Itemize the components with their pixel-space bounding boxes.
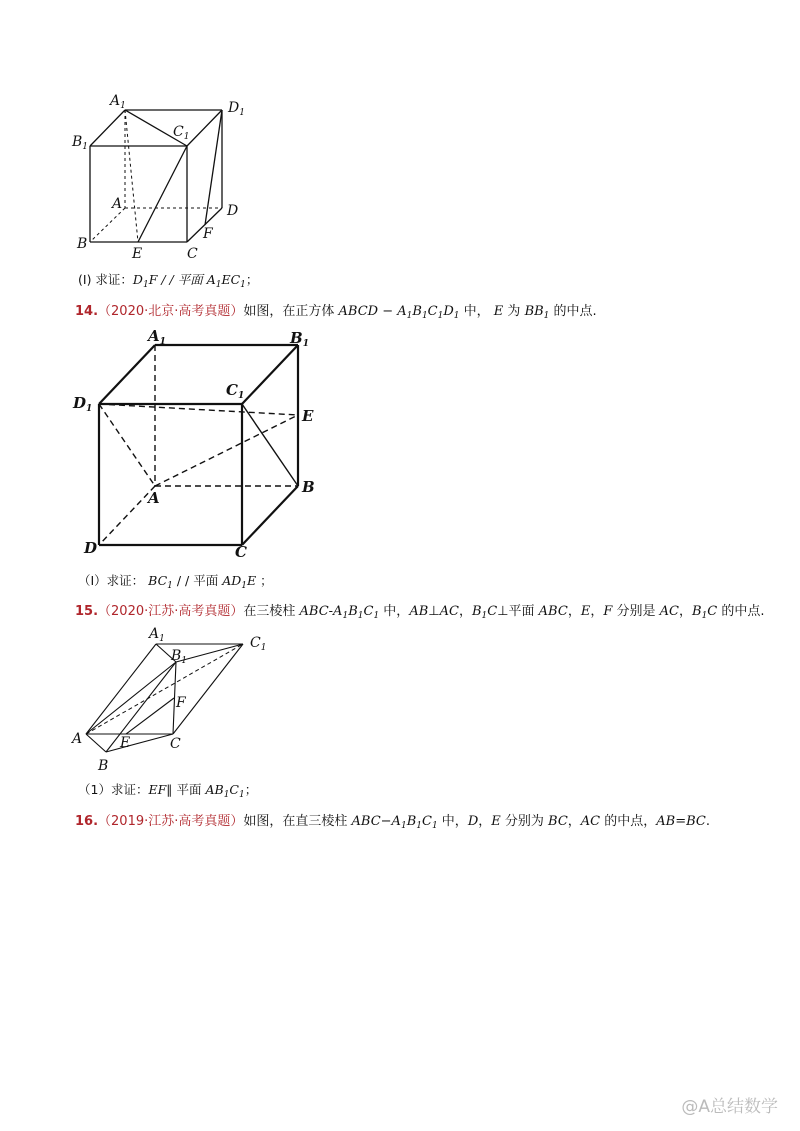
label3-f: F [176,695,186,711]
problem-14-number: 14. [75,304,99,319]
cube-1-svg [60,90,260,265]
p15-perp1: ⊥ [428,604,440,619]
label2-d1: $D_1$ [73,394,93,414]
q15-m1: EF [148,782,167,797]
p16-t5: ， [567,814,581,829]
problem-14 [75,300,597,321]
p16-s2: 1 [416,821,422,831]
p16-s3: 1 [431,821,438,831]
label2-c: C [235,543,247,561]
q13-suffix: ； [245,272,259,287]
p15-perp2: ⊥ [497,604,509,619]
p15-m13: C [707,604,718,619]
cube-2-svg [70,325,330,565]
problem-16-source: （2019·江苏·高考真题） [98,814,244,829]
p14-t4: 的中点. [549,304,597,319]
q13-prefix: (Ⅰ) 求证： [78,272,133,287]
q14-part1 [78,571,273,591]
p16-t6: 的中点， [600,814,657,829]
p14-m2: B [412,304,422,319]
q13-math-ec: EC [221,272,241,287]
p15-s5: 1 [701,611,708,621]
label-c1: $C_1$ [173,124,190,142]
label3-b: B [98,758,109,774]
p15-m7: C [487,604,498,619]
p14-s1: 1 [406,311,413,321]
p16-t7: . [705,814,710,829]
p16-m6: BC [548,814,568,829]
p15-m6: B [471,604,482,619]
label2-b: B [302,478,315,496]
label2-d: D [84,539,98,557]
figure-cube-1 [60,90,260,265]
p15-t4: 平面 [508,604,539,619]
figure-cube-2 [70,325,330,565]
q14-s1: 1 [167,581,173,591]
q13-part1 [78,270,258,290]
p14-m3: C [427,304,438,319]
p15-s2: 1 [357,611,364,621]
label-d: D [227,203,239,219]
problem-14-source: （2020·北京·高考真题） [98,304,244,319]
problem-16 [75,810,710,831]
p15-m5: AC [439,604,459,619]
p14-s5: 1 [543,311,550,321]
label3-c: C [170,736,181,752]
label-d1: $D_1$ [228,100,245,118]
p16-m3: C [421,814,432,829]
p14-m6: BB [524,304,544,319]
problem-15-number: 15. [75,604,99,619]
q13-sub-3: 1 [240,280,246,290]
q15-suffix: ； [244,782,258,797]
p16-m8: AB=BC [656,814,706,829]
p15-m3: C [363,604,374,619]
q15-s1: 1 [223,790,230,800]
q14-m1: BC [148,573,168,588]
p15-t2: 中， [379,604,410,619]
p15-m4: AB [409,604,429,619]
q13-sub-2: 1 [215,280,222,290]
label3-e: E [120,735,131,751]
p15-m10: F [603,604,613,619]
p15-t6: ， [590,604,604,619]
prism-svg [68,622,288,777]
p15-s4: 1 [481,611,488,621]
label-e: E [132,246,143,262]
q14-mid: / / 平面 [172,573,223,588]
q15-m3: C [229,782,239,797]
q13-math-f: F / / 平面 [148,272,207,287]
p14-m1: ABCD − A [338,304,407,319]
p15-t7: 分别是 [612,604,660,619]
figure-prism [68,622,288,777]
label3-b1: $B_1$ [171,648,188,666]
p16-m4: D [467,814,479,829]
p16-s1: 1 [400,821,407,831]
p14-s2: 1 [421,311,428,321]
label3-c1: $C_1$ [250,635,267,653]
p16-m7: AC [580,814,601,829]
p15-t3: ， [458,604,472,619]
p15-t9: 的中点. [717,604,765,619]
q13-math-a: A [206,272,216,287]
p15-t5: ， [567,604,581,619]
label-a1: $A_1$ [110,93,126,111]
p15-m11: AC [659,604,679,619]
p16-m1: ABC−A [351,814,401,829]
q14-suffix: ； [256,573,273,588]
p15-m8: ABC [538,604,568,619]
label3-a1: $A_1$ [149,626,165,644]
label3-a: A [72,731,83,747]
p14-t3: 为 [503,304,525,319]
p16-m2: B [406,814,417,829]
p15-t1: 在三棱柱 [243,604,300,619]
p15-s3: 1 [373,611,380,621]
watermark: @A总结数学 [681,1097,778,1117]
label2-b1: $B_1$ [290,329,309,349]
q15-s2: 1 [239,790,245,800]
q15-prefix: （1）求证： [78,782,149,797]
p14-t2: 中， [459,304,494,319]
p16-m5: E [491,814,501,829]
p15-m9: E [580,604,591,619]
q14-s2: 1 [241,581,248,591]
problem-16-number: 16. [75,814,99,829]
p16-t2: 中， [437,814,468,829]
q15-m2: AB [205,782,224,797]
label-b1: $B_1$ [72,134,89,152]
label2-a1: $A_1$ [148,327,166,347]
q14-m3: E [247,573,257,588]
p15-m1: ABC-A [299,604,343,619]
p15-m12: B [692,604,702,619]
p15-s1: 1 [342,611,349,621]
label-c: C [187,246,198,262]
q13-sub-1: 1 [142,280,149,290]
p15-t8: ， [678,604,692,619]
q13-math-d: D [132,272,143,287]
label-b: B [77,236,88,252]
label2-a: A [148,489,160,507]
q15-part1 [78,780,257,800]
p14-m5: E [493,304,504,319]
p14-m4: D [443,304,454,319]
p16-t4: 分别为 [500,814,549,829]
p15-m2: B [348,604,358,619]
q14-prefix: （Ⅰ）求证： [78,573,149,588]
q15-mid: ∥ 平面 [166,782,206,797]
label-f: F [203,226,213,242]
problem-15 [75,600,765,621]
p14-s3: 1 [437,311,444,321]
label2-e: E [302,407,314,425]
label-a: A [112,196,123,212]
problem-14-text: 如图，在正方体 [243,304,339,319]
label2-c1: $C_1$ [226,381,245,401]
p14-s4: 1 [453,311,460,321]
p16-t3: ， [478,814,492,829]
p16-t1: 如图，在直三棱柱 [243,814,352,829]
problem-15-source: （2020·江苏·高考真题） [98,604,244,619]
q14-m2: AD [222,573,242,588]
